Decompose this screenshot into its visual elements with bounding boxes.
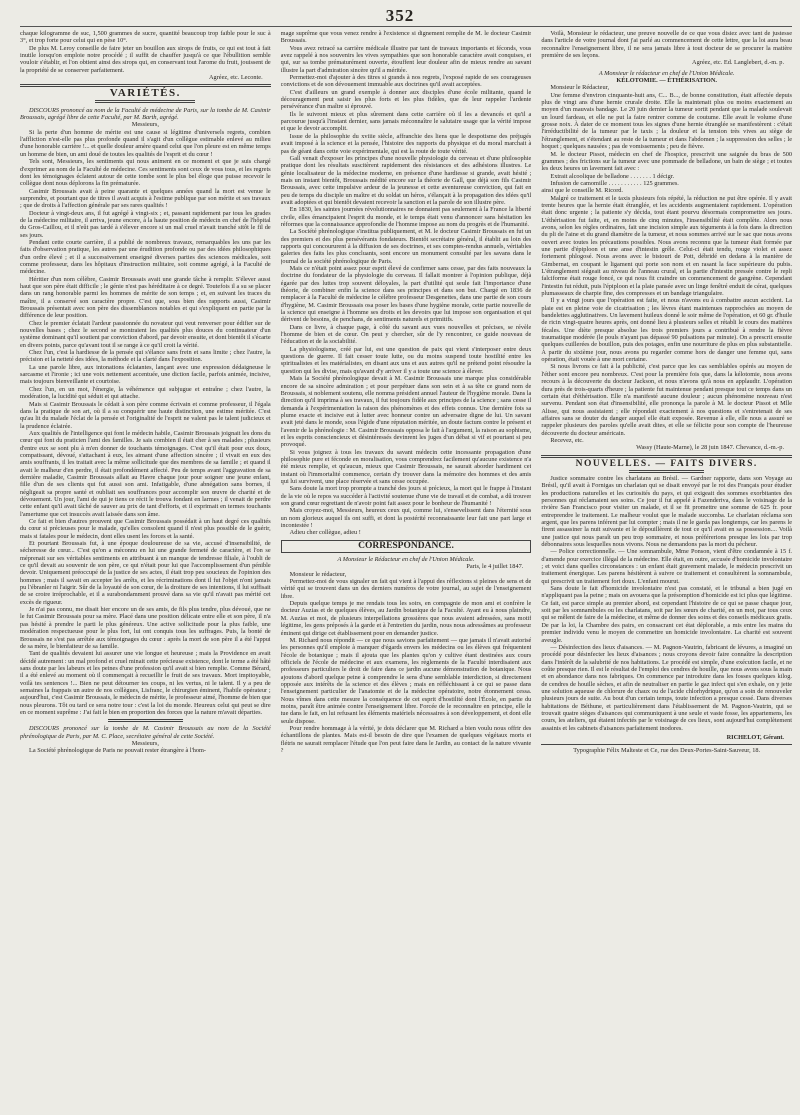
- paragraph: Malgré ce traitement et le taxis plusieurs fois répété, la réduction ne put être opérée. Il y avait trente heures que la hernie était étranglée, et les accidents augmentaient rapidement. L'opération était donc urgente ; la patiente s'y décida, tout étant pourvu désormais compromettre ses jours. L'éthérisation fut faite, et, en moins de cinq minutes, l'insensibilité était complète. Alors nous avons, selon les règles ordinaires, fait une incision simple aux téguments à la fois dans la direction du pli de l'aine et du grand diamètre de la tumeur, et nous sommes arrivé sur le sac que nous avons ouvert avec toutes les précautions possibles. Nous avons reconnu que la tumeur était formée par une partie d'épiploon et une anse d'intestin grêle. Celui-ci était tendu, rouge violet et assez fortement phlogosé. Nous avons avec le bistouri de Pott, débridé en dedans à la manière de Gimbernat, en coupant le ligament qui porte son nom et en rasant la face supérieure du pubis. L'étranglement siégeait au niveau de l'anneau crural, et la partie d'intestin pressée contre le repli falciforme était rouge foncé, ce qui nous fit craindre un commencement de gangrène. Cependant l'intestin fut réduit, puis l'épiploon et la plaie pansée avec un linge fenêtré enduit de cérat, quelques plumasseaux de charpie fine, des compresses et un bandage triangulaire.: [541, 194, 793, 298]
- paragraph: mage suprême que vous venez rendre à l'existence si dignement remplie de M. le docteur Casimir Broussais.: [280, 30, 532, 45]
- right-column: [541, 30, 792, 1109]
- prescription-line: Extrait alcoolique de belladone . . . . . . . 1 décigr.: [550, 172, 675, 180]
- news-item: — Police correctionnelle. — Une somnambule, Mme Ponson, vient d'être condamnée à 15 f. d'amende pour exercice illégal de la médecine. Elle était, en outre, accusée d'homicide involontaire ; et voici dans quelles circonstances : un enfant était gravement malade, le médecin prescrivit un traitement énergique. Les parens hésitèrent à suivre ce traitement et consultèrent la somnambule, qui prescrivit un traitement fort doux. L'enfant mourut.: [541, 548, 793, 585]
- paragraph: Mais croyez-moi, Messieurs, heureux ceux qui, comme lui, s'ensevelissent dans l'éternité sous un nom glorieux auquel ils ont suffi, et dont la postérité reconnaissante leur fait une part large et incontestée !: [280, 507, 532, 530]
- paragraph: La une parole libre, aux intonations éclatantes, lançant avec une expression dédaigneuse le sarcasme et l'ironie ; ici une voix nettement accentuée, une diction facile, parfois animée, incisive, mais toujours bienveillante et courtoise.: [20, 363, 271, 386]
- news-item: Justice sommaire contre les charlatans au Brésil. — Gardner rapporte, dans son Voyage au Brésil, qu'il avait à Fornigas un charlatan qui se disait envoyé par le roi des Français pour étudier les productions naturelles et les curiosités du pays, et qui exigeait des sommes exorbitantes des personnes qui réclamaient ses soins. Ce jour il fut appelé à Fazenderiva, dans le voisinage de la rivière San Francisco pour visiter un malade, et il se fit promettre une somme de 625 fr. pour entreprendre le traitement. Le malheur voulut que le malade succomba. Le charlatan réclama son argent, que les parens inférent par lui compter ; mais il ne le garda pas longtemps, car les parens le firent assassiner la nuit suivante et le dépouillèrent de tout ce qu'il avait en sa possession.... Voilà une justice qui nous paraît un peu trop sommaire, et nous préférerions presque les lois par trop débonnaires sous lesquelles nous vivons. Nous ne demandons pas la mort du pécheur.: [541, 474, 793, 549]
- paragraph: Il y a vingt jours que l'opération est faite, et nous n'avons eu à combattre aucun accident. La plaie est en pleine voie de cicatrisation ; les lèvres étant maintenues rapprochées au moyen de bandelettes agglutinatives. Un lavement huileux donné le soir même de l'opération, et 60 gr. d'huile de ricin vingt-quatre heures après, ont donné lieu à plusieurs selles et rétabli le cours des matières fécales. Une diète presque absolue les trois premiers jours a contribué à rendre la fièvre traumatique modérée (le pouls n'ayant pas dépassé 90 pulsations par minute). On a prescrit ensuite quelques cuillerées de bouillon, puis des potages, enfin une nourriture de plus en plus substantielle. À partir du sixième jour, nous avons pu regarder comme hors de danger une femme qui, sans opération, était vouée à une mort certaine.: [541, 297, 793, 364]
- discours-heading: DISCOURS prononcé sur la tombe de M. Casimir Broussais au nom de la Société phrénologique de Paris, par M. C. Place, secrétaire général de cette Société.: [20, 725, 271, 740]
- paragraph: Sans doute la mort trop prompte a tranché des jours si précieux, la mort qui le frappe à l'instant de la vie où le repos va succéder à l'activité soutenue d'une vie de travail et de combat, a dû trouver son grand cœur regrettant de n'avoir point fait assez pour le bonheur de l'humanité !: [280, 485, 532, 507]
- paragraph: Chez l'un, c'est la hardiesse de la pensée qui s'élance sans frein et sans limite ; chez l'autre, la précision et la netteté des idées, la méthode et la clarté dans l'exposition.: [20, 349, 271, 364]
- paragraph: De plus M. Leroy conseille de faire jeter un bouillon aux sirops de fruits, ce qui est tout à fait inutile lorsqu'on emploie notre procédé ; il suffit de chauffer jusqu'à ce que l'ébullition semble vouloir s'établir, et l'on obtient ainsi des sirops qui, en conservant tout l'arome du fruit, jouissent de la propriété de se conserver parfaitement.: [20, 44, 271, 74]
- paragraph: Si nous livrons ce fait à la publicité, c'est parce que les cas semblables opérés au moyen de l'éther sont encore peu nombreux. C'est pour la première fois que, dans la kélotomie, nous avons recours à la découverte du docteur Jackson, et nous n'avons qu'à nous en applaudir. L'opération dura près de trois-quarts d'heure ; la patiente fut maintenue pendant presque tout ce temps dans un certain état d'éthérisation. Elle n'a manifesté aucune douleur ; aucun phénomène nouveau n'est survenu. Pendant son état d'insensibilité, elle prononça la parole à M. le docteur Pissot et Mlle Alisse, qui nous assistaient ; elle répondait exactement à nos questions et s'entretenait de ses affaires sans se douter du danger auquel elle était exposée. Revenue à elle, elle nous a assuré se rappeler plusieurs des paroles qu'elle avait dites, et elle se félicite pour son compte de l'heureuse découverte du docteur américain.: [541, 363, 793, 437]
- columns: [20, 30, 792, 1109]
- news-item: Sans doute le fait d'homicide involontaire n'est pas constaté, et le tribunal a bien jugé en n'appliquant pas la peine ; mais on avouera que la présomption d'homicide est ici plus que légitime. Ce fait, est parce simple au premier abord, est cependant l'histoire de ce qui se passe chaque jour, soit par les somnambules ou les charlatans, soit par les sœurs de charité, en un mot, par tous ceux qui se mêlent de faire de la médecine, et même de donner des soins et des conseils médicaux gratis. De par la loi, la Chambre des pairs, en consacrant cet état déplorable, a mis entre les mains du premier individu venu le moyen de commettre un homicide involontaire. La charité est souvent aveugle.: [541, 585, 793, 644]
- paragraph: Si la perte d'un homme de mérite est une cause si légitime d'universels regrets, combien l'affliction n'est-elle pas plus profonde quand il s'agit d'un collègue estimable enlevé au milieu d'une honorable carrière !... et quelle douleur amère quand celui que l'on pleure est en même temps un homme de bien, un ami doué de toutes les qualités de l'esprit et du cœur !: [20, 128, 271, 158]
- left-column: [20, 30, 271, 1109]
- paragraph: Aux qualités de l'intelligence qui font le médecin habile, Casimir Broussais joignait les dons du cœur qui font du praticien l'ami des familles. Je sais combien il était cher à ses malades ; plusieurs d'entre eux se sont plu à m'en donner de touchants témoignages. C'est qu'il était pour eux doux, compatissant, dévoué, s'attachant à eux, les aimant d'une affection sincère ; il vivait en eux des amis souffrants, il les traitait avec la même sollicitude que des membres de sa famille ; et quand il avait le malheur d'en perdre, il était profondément affecté. Peu de temps avant l'aggravation de sa dernière maladie, Casimir Broussais allait au Havre chaque jour pour soigner une jeune enfant, fille d'un de ses clients qui fut aussi son ami. Infatigable, d'une abnégation sans bornes, il négligeait sa propre santé et oubliait ses souffrances pour accomplir son œuvre de charité et de dévouement. Un jour, l'ami de qui je tiens ce récit le trouva fondant en larmes ; il venait de perdre cette enfant qu'il avait tâché de sauver au prix de tant d'efforts, et il exprimait en termes touchants l'amertume que cet insuccès avait laissée dans son âme.: [20, 429, 271, 518]
- paragraph: Je n'ai pas connu, me disait hier encore un de ses amis, de fils plus tendre, plus dévoué, que ne le fut Casimir Broussais pour sa mère. Placé dans une position délicate entre elle et son père, il n'a pas hésité à prendre le parti le plus généreux. Une active sollicitude pour la plus faible, une modération respectueuse pour le plus fort, lui ont conquis tous les suffrages. Puis, la bonté de Broussais ne s'est pas arrêtée aux témoignages du cœur : après la mort de son père il a été l'appui de sa mère, le bienfaiteur de sa famille.: [20, 606, 271, 650]
- paragraph: Une femme d'environ cinquante-huit ans, C... B..., de bonne constitution, était affectée depuis plus de vingt ans d'une hernie crurale droite. Elle la maintenait plus ou moins exactement au moyen d'un mauvais bandage. Le 20 juin dernier la tumeur sortit pendant que la malade soulevait un lourd fardeau, et elle ne put la faire rentrer comme de coutume. Elle avait le volume d'une grosse noix. À dater de ce moment tous les signes d'une hernie étranglée se manifestèrent : c'était l'irréductibilité de la tumeur par le taxis ; la douleur et la tension très vives au siège de l'étranglement, et s'étendant au reste de la tumeur et dans l'abdomen ; la suppression des selles ; le hoquet ; quelques nausées ; pas de vomissements ; peu de fièvre.: [541, 91, 793, 151]
- paragraph: Permettez-moi de vous signaler un fait qui vient à l'appui des réflexions si pleines de sens et de vérité qui se trouvent dans un des derniers numéros de votre journal, au sujet de l'enseignement libre.: [280, 578, 532, 600]
- header-rule: [20, 26, 792, 27]
- paragraph: Mais si Casimir Broussais le cédait à son père comme écrivain et comme professeur, il l'égala dans la pratique de son art, où il a su conquérir une haute distinction, une estime méritée. C'est qu'au lit du malade l'éclat de la pensée et l'originalité de l'esprit ne valent pas le talent judicieux et la prudence éclairée.: [20, 400, 271, 430]
- section-title-nouvelles: NOUVELLES. — FAITS DIVERS.: [575, 458, 758, 469]
- section-title-correspondance: CORRESPONDANCE.: [281, 540, 532, 553]
- paragraph: La Société phrénologique de Paris ne pouvait rester étrangère à l'hom-: [29, 747, 207, 755]
- prescription-line: Infusion de camomille . . . . . . . . . . . 125 grammes.: [550, 179, 679, 187]
- discours-heading: DISCOURS prononcé au nom de la Faculté de médecine de Paris, sur la tombe de M. Casimir Broussais, agrégé libre de cette Faculté, par M. Barth, agrégé.: [20, 106, 271, 122]
- gerant-signature: RICHELOT, Gérant.: [726, 733, 785, 741]
- paragraph: Pour rendre hommage à la vérité, je dois déclarer que M. Richard a bien voulu nous offrir des échantillons de plantes. Mais est-il besoin de dire que l'examen de quelques végétaux morts et flétris ne saurait remplacer l'étude que l'on peut faire dans le Jardin, au contact de la nature vivante ?: [280, 724, 532, 754]
- signature: Agréez, etc. Ed. Langlebert, d.-m. p.: [692, 59, 785, 67]
- paragraph: M. Richard nous répondit — ce que nous savions parfaitement — que jamais il n'avait autorisé les personnes qu'il emploie à manquer d'égards envers les médecins ou les élèves qui fréquentent l'école de botanique ; mais il ajouta que les plantes qu'on y cultive étant destinées aux cours officiels de l'école de médecine et aux examens, les règlements de la Faculté interdisaient aux professeurs particuliers le droit de faire dans ce jardin aucune démonstration de botanique. Nous ajoutons d'abord quelque peine à comprendre le sens d'une semblable interdiction, si directement opposée aux intérêts de la science et des élèves ; mais en réfléchissant à ce qui se passe dans l'enseignement particulier de l'anatomie et de la médecine opératoire, notre étonnement cessa. Nous vîmes dans cette mesure la conséquence de cet esprit d'hostilité dont l'École, en partie du moins, paraît être animée contre l'enseignement libre. Forcée de le reconnaître en principe, elle le tue dans le fait, en lui refusant les éléments matériels nécessaires à son développement, et dont elle seule dispose.: [280, 636, 532, 725]
- paragraph: Adieu cher collègue, adieu !: [289, 529, 361, 537]
- paragraph: Ils le suivront mieux et plus sûrement dans cette carrière où il les a devancés et qu'il a parcourue jusqu'à l'instant dernier, sans jamais méconnaître le salutaire usage que la vérité impose et que le devoir accomplit.: [280, 110, 532, 133]
- paragraph: Héritier d'un nom célèbre, Casimir Broussais avait une grande tâche à remplir. S'élever aussi haut que son père était difficile ; le génie n'est pas héréditaire à ce degré. Toutefois il a su se placer dans un rang honorable parmi les hommes de mérite de son temps ; et, en suivant les traces du maître, il a conservé son caractère propre. C'est que, sous bien des rapports aussi, Casimir Broussais présentait avec son père des dissemblances notables et qui s'expliquent en partie par la différence de leur position.: [20, 275, 271, 320]
- paragraph: Monsieur le Rédacteur,: [550, 84, 610, 92]
- paragraph: En 1830, les saintes journées révolutionnaires ne donnaient pas seulement à la France la liberté civile, elles émancipaient l'esprit du monde, et le temps était venu d'annoncer sans hésitation les réformes que la connaissance approfondie de l'homme impose au nom du progrès et de l'humanité.: [280, 206, 532, 228]
- divider: [541, 455, 792, 458]
- paragraph: Et pourtant Broussais fut, à une époque douloureuse de sa vie, accusé d'insensibilité, de sécheresse de cœur... C'est qu'on a méconnu en lui une grande fermeté de caractère, et l'on se méprenait sur ses véritables sentiments en attribuant à un manque de tendresse filiale, à l'oubli de ce qu'il devait au souvenir de son père, ce qui n'était pour lui que l'accomplissement d'un pénible devoir. Uniquement préoccupé de la justice de ses actes, il était trop peu soucieux de l'opinion des hommes ; mais il savait en accepter les arrêts, et les récriminations dont il fut l'objet n'ont jamais pu l'ébranler ni l'aigrir. Sûr de la loyauté de son cœur, de la droiture de ses intentions, il lui suffisait de se croire irréprochable, et il a surabondamment prouvé dans sa vie qu'il n'avait pas mérité cet excès de rigueur.: [20, 540, 271, 606]
- paragraph: Tant de qualités devaient lui assurer une vie longue et heureuse ; mais la Providence en avait décidé autrement : un mal profond et cruel minait cette précieuse existence, dont le terme a été hâté sans doute par les labeurs et les peines d'une profession qu'il avait si bien remplie. Comme Bérard, il a été enlevé au moment où il commençait à recueillir le fruit de ses travaux. Mort impitoyable, voilà tes sentences !... Bien ne peut détourner tes coups, ni les vertus, ni le talent. Il y a peu de semaines la frappais un autre de nos collègues, Lisfranc, le chirurgien éminent, l'habile opérateur ; aujourd'hui, c'est Casimir Broussais, le médecin de mérite, le professeur aimé, l'homme de bien que nous pleurons. Tôt ou tard ce sera notre tour : c'est la loi du monde. Heureux celui qui peut se dire en ce moment suprême : J'ai fait le bien en proportion des forces que la nature m'avait départies.: [20, 650, 271, 716]
- paragraph: M. le docteur Pissot, médecin en chef de l'hospice, prescrivit une saignée du bras de 500 grammes ; des frictions sur la tumeur avec une pommade de belladone, un bain de siège ; et toutes les deux heures un lavement fait avec :: [541, 150, 793, 173]
- paragraph: Gall venait d'exposer les principes d'une nouvelle physiologie du cerveau et d'une philosophie pratique dont les résultats suscitèrent rapidement des résistances et des adhésions illustres. Le génie localisateur de la médecine moderne, en présence d'une hardiesse si grande, avait hésité ; mais un instant bientôt, Broussais médité encore sur la théorie de Gall, que déjà son fils Casimir Broussais, avec cette impulsive ardeur de la jeunesse et cette aventureuse conviction, qui fait en peu de temps du disciple un maître et du soldat un héros, s'élançait à la propagation des idées qu'il avait adoptées et qui bientôt devaient recevoir la sanction et la parole de son illustre père.: [280, 154, 532, 206]
- paragraph: Mais la Société phrénologique devait à M. Casimir Broussais une marque plus considérable encore de sa sincère admiration ; et pour perpétuer dans son sein et à sa tête ce grand nom de Broussais, si noblement soutenu, elle nomma président annuel l'auteur de l'hygiène morale. Dans la direction qu'il imprima à ses travaux, il fut toujours fidèle aux principes de la science ; sans cesse il demanda à l'expérimentation la raison des phénomènes et des effets connus. Une dernière fois sa plume exacte et incisive eut à lutter avec honneur contre un adversaire digne de lui. Un savant avait jeté dans le monde, sous l'égide d'une réputation méritée, un doute factum contre le présent et l'avenir de la phrénologie : M. Casimir Broussais opposa le fait à l'argument, la raison au sophisme, et les esprits consciencieux et désintéressés devinrent les juges d'un débat si vif et pourtant si peu provoqué.: [280, 375, 532, 449]
- page-number: 352: [385, 6, 415, 25]
- paragraph: Messieurs,: [131, 121, 159, 129]
- paragraph: Chez le premier éclatait l'ardeur passionnée du novateur qui veut renverser pour édifier sur de nouvelles bases ; chez le second se montraient les qualités plus douces du continuateur d'un système dominant qu'il soutient par conviction d'abord, par devoir ensuite, et dont bientôt il s'écarte en divers points, parce qu'avant tout il se range à ce qu'il croit la vérité.: [20, 319, 271, 349]
- paragraph: Voilà, Monsieur le rédacteur, une preuve nouvelle de ce que vous disiez avec tant de justesse dans l'article de votre journal dont j'ai parlé au commencement de cette lettre, que la loi aura beau reconnaître l'enseignement libre, il ne sera jamais libre à tout docteur de se procurer la matière première de ses leçons.: [541, 30, 793, 60]
- letter-heading: A Monsieur le Rédacteur en chef de l'Union Médicale.: [337, 556, 475, 564]
- paragraph: chaque kilogramme de suc, 1,500 grammes de sucre, quantité beaucoup trop faible pour le suc à 3°, et trop forte pour celui qui en pèse 10°.: [20, 30, 271, 45]
- paragraph: Recevez, etc.: [550, 436, 584, 444]
- paragraph: C'est d'ailleurs un grand exemple à donner aux disciples d'une école militante, quand le découragement peut saisir les plus forts et les plus fidèles, que de leur rappeler l'ardente persévérance d'un maître si éprouvé.: [280, 88, 532, 111]
- paragraph: Tels sont, Messieurs, les sentiments qui nous animent en ce moment et que je suis chargé d'exprimer au nom de la Faculté de médecine. Ces sentiments sont ceux de vous tous, et les regrets dont les témoignages éclatent autour de cette tombe sont le plus bel éloge que puisse recevoir le collègue dont nous déplorons la fin prématurée.: [20, 158, 271, 188]
- section-title-varietes: VARIÉTÉS.: [109, 87, 181, 100]
- paragraph: Permettez-moi d'ajouter à des titres si grands à nos regrets, l'exposé rapide de ses courageuses convictions et de son dévouement immuable aux doctrines qu'il avait acceptées.: [280, 74, 532, 89]
- middle-column: [281, 30, 532, 1109]
- paragraph: Casimir Broussais avait à peine quarante et quelques années quand la mort est venue le surprendre, et pourtant que de titres il avait acquis à l'estime publique par son mérite et ses travaux ; que de droits à l'affection générale par ses rares qualités !: [20, 187, 271, 210]
- paragraph: Vous avez retracé sa carrière médicale illustre par tant de travaux importants et féconds, vous avez rappelé à nos souvenirs les vives sympathies que son honorable caractère avait conquises, et qui, sur sa tombe prématurément ouverte, étouffent leur douleur afin de mieux rendre au savant illustre la part d'admiration sincère qu'il a méritée.: [280, 44, 532, 74]
- letter-date: Paris, le 4 juillet 1847.: [466, 563, 524, 571]
- paragraph: Chez l'un, en un mot, l'énergie, la véhémence qui subjugue et entraîne ; chez l'autre, la modération, la lucidité qui séduit et qui attache.: [20, 385, 271, 401]
- paragraph: Dans ce livre, à chaque page, à côté du savant aux vues nouvelles et précises, se révèle l'homme de bien et de cœur. On peut y chercher, sûr de l'y rencontrer, ce guide nouveau de l'éducation et de la sociabilité.: [280, 323, 532, 346]
- paragraph: La physiologisme, créé par lui, est une question de paix qui vient s'interposer entre deux questions de guerre. Il fait cesser toute lutte, ou du moins suspend toute hostilité entre les spiritualistes et les matérialistes, en disant aux uns et aux autres qu'il ne prétend point résoudre la question qui les divise, mais qu'avant d'y arriver il y a toute une science à élever.: [280, 345, 532, 375]
- paragraph: ainsi que le conseille M. Ricord.: [541, 187, 624, 195]
- divider: [95, 100, 195, 103]
- divider: [629, 470, 704, 473]
- paragraph: La Société phrénologique s'institua publiquement, et M. le docteur Casimir Broussais en fut un des premiers et des plus persévérants fondateurs. Bientôt secrétaire général, il établit au loin des rapports qui concoururent à la diffusion de ses doctrines, et ses comptes-rendus annuels, véritables galeries des faits les plus concluants, sont encore un monument consulté par les savans dans le journal de la société phrénologique de Paris.: [280, 228, 532, 265]
- paragraph: Mais ce n'était point assez pour esprit élevé de confirmer sans cesse, par des faits nouveaux la doctrine du fondateur de la physiologie du cerveau. Il fallait montrer à l'opinion publique, déjà égarée par des luttes trop souvent déloyales, la part d'utilité qui seule fait l'importance d'une théorie, de combiner enfin la science dans ses principes et dans son but. Chargé en 1836 de remplacer à la Faculté de médecine le célèbre professeur Desgenettes, dans une partie de son cours d'hygiène, M. Casimir Broussais osa poser les bases d'une hygiène morale, cette partie nouvelle de la science qui enseigne à l'homme ses droits et les devoirs que lui impose son organisation et qui dérivent de besoins, de penchans, de sentiments naturels et primitifs.: [280, 265, 532, 324]
- paragraph: Monsieur le rédacteur,: [289, 570, 347, 578]
- paragraph: Issue de la philosophie du xviiie siècle, affranchie des liens que le despotisme des préjugés avait imposé à la science et la pensée, l'histoire des rapports du physique et du moral marchait à pas de géant dans cette voie expérimentale, qui est la route de toute vérité.: [280, 132, 532, 155]
- signature: Wassy (Haute-Marne), le 28 juin 1847. Chevance, d.-m.-p.: [636, 444, 785, 452]
- paragraph: Depuis quelque temps je me rendais tous les soirs, en compagnie de mon ami et confrère le docteur Auzias et de quelques élèves, au Jardin botanique de la Faculté. Ayant eu à nous plaindre, M. Auzias et moi, de plusieurs interpellations grossières que nous avaient adressées, sans motif légitime, les gens préposés à la garde et à l'entretien du jardin, nous nous adressâmes au professeur éminent qui dirige cet établissement pour en demander justice.: [280, 600, 532, 637]
- letter-subheading: KÉLOTOMIE. — ÉTHÉRISATION.: [616, 77, 717, 85]
- signature: Agréez, etc. Leconte.: [209, 74, 263, 82]
- imprint: Typographie Félix Malteste et Ce, rue des Deux-Portes-Saint-Sauveur, 18.: [541, 744, 792, 754]
- letter-heading: A Monsieur le rédacteur en chef de l'Union Médicale.: [598, 69, 735, 77]
- divider: [108, 719, 183, 722]
- paragraph: Docteur à vingt-deux ans, il fut agrégé à vingt-six ; et, passant rapidement par tous les grades de la médecine militaire, il arriva, jeune encore, à la haute position de médecin en chef de l'hôpital du Gros-Caillou, et il n'eût pas tardé à s'élever encore si un mal cruel n'avait tranché sitôt le fil de ses jours.: [20, 209, 271, 239]
- paragraph: Si vous joignez à tous les travaux du savant médecin cette incessante propagation d'une philosophie pure et féconde en moralisation, vous comprendrez facilement qu'aucune existence n'a été mieux remplie, et qu'aucun, mieux que Casimir Broussais, ne saurait aborder hardiment cet instant où l'immortalité commence, certain d'y trouver dans la mémoire des hommes et des amis qui lui survivent, une place réservée et sans cesse occupée.: [280, 448, 532, 485]
- paragraph: Pendant cette courte carrière, il a publié de nombreux travaux, remarquables les uns par les faits d'observation pratique, les autres par une érudition profonde ou par des idées philosophiques d'un ordre élevé ; et il a successivement enseigné diverses parties des sciences médicales, soit comme professeur, dans les hôpitaux d'instruction militaire, soit comme agrégé, à la Faculté de médecine.: [20, 238, 271, 276]
- paragraph: Ce fait et bien d'autres prouvent que Casimir Broussais possédait à un haut degré ces qualités du cœur si précieuses pour le malade, qu'elles consolent quand il n'est plus possible de le guérir, mais si fatales pour le médecin, dont elles usent les forces et la santé.: [20, 518, 271, 540]
- news-item: — Désinfection des lieux d'aisances. — M. Pagnon-Vautrin, fabricant de lévures, a imaginé un procédé pour désinfecter les lieux d'aisances ; nous croyons devoir faire connaître la description dans l'intérêt de la salubrité de nos habitations. Le procédé est simple, d'une exécution facile, et ne coûte presque rien. Il est le résultat de l'emploi des cendres de houille, que nous avons sous la main et en abondance dans nos fabriques. On commence par introduire dans les fosses quelques kilog. de cendres de houille sèches, et afin de neutraliser en partie le gaz infect qui s'en exhale, on y jette une solution aqueuse de chlorure de chaux ou de l'acide chlorhydrique, qu'on a soin de renouveler plusieurs jours de suite. Au bout d'un certain temps, toute infection a presque cessé. Dans diverses habitations de Béthune, et particulièrement dans l'établissement de M. Pagnon-Vautrin, qui se trouvait quatre sièges d'aisances qui communiquent à une seule et vaste fosse, les appartemens, les cours, les ateliers, qui étaient infectés par le voisinage de ces lieux, sont aujourd'hui complètement assainis et les cabinets d'aisances parfaitement inodores.: [541, 643, 793, 732]
- paragraph: Messieurs,: [131, 739, 159, 747]
